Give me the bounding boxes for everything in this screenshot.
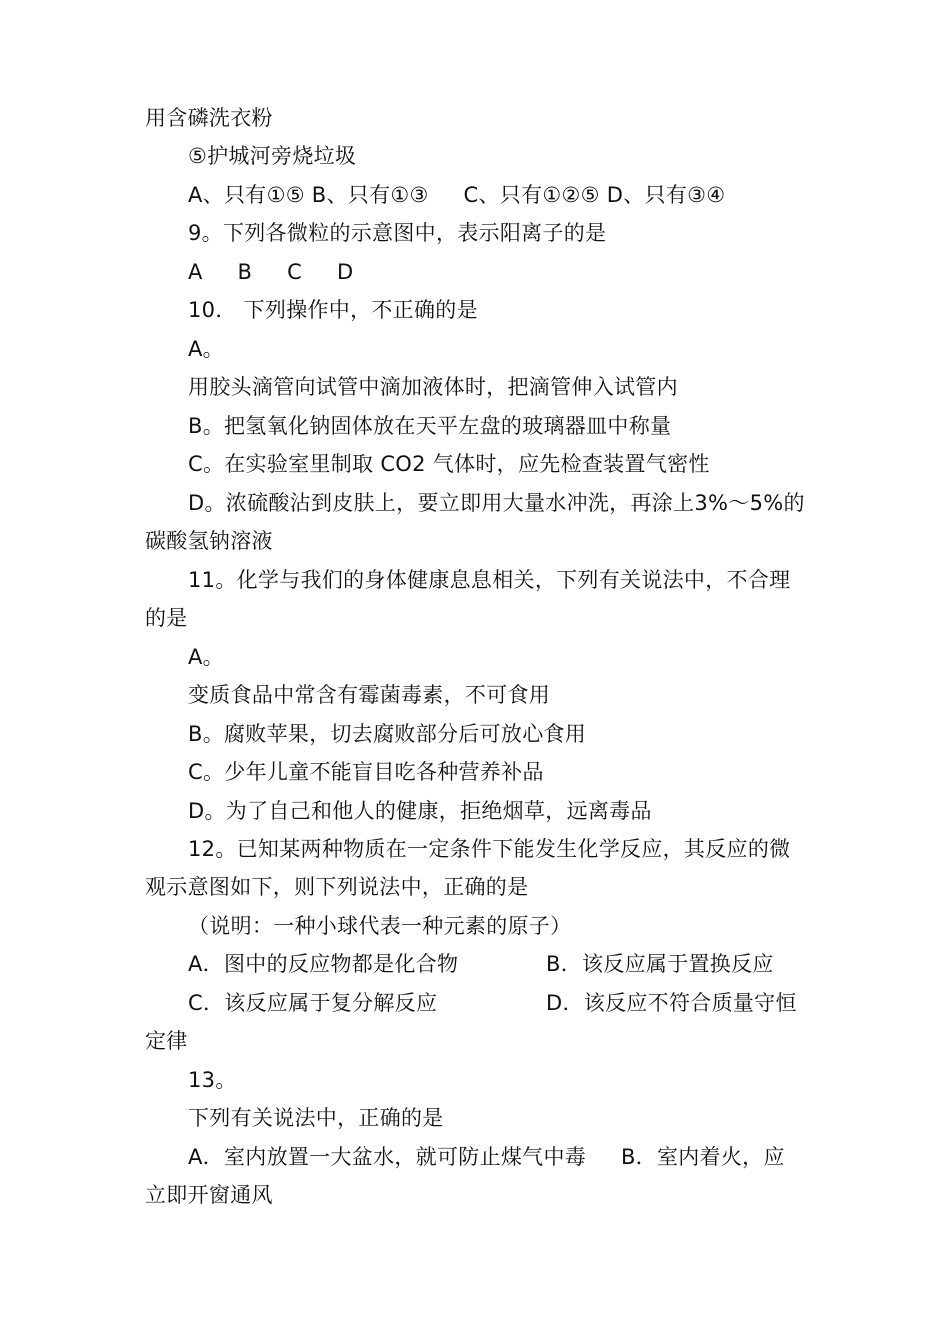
option-label: A。	[188, 337, 224, 361]
question-9-stem: 9。下列各微粒的示意图中，表示阳离子的是	[188, 221, 607, 245]
text-line: 用含磷洗衣粉	[145, 106, 273, 130]
question-12-stem: 12。已知某两种物质在一定条件下能发生化学反应，其反应的微	[188, 837, 791, 861]
question-12-stem-continued: 观示意图如下，则下列说法中，正确的是	[145, 875, 529, 899]
option-text: D。为了自己和他人的健康，拒绝烟草，远离毒品	[188, 799, 652, 823]
question-8-options: A、只有①⑤ B、只有①③ C、只有①②⑤ D、只有③④	[188, 183, 726, 207]
option-text: 变质食品中常含有霉菌毒素，不可食用	[188, 683, 551, 707]
option-text-continued: 定律	[145, 1029, 188, 1053]
question-11-stem-continued: 的是	[145, 606, 188, 630]
option-text-continued: 立即开窗通风	[145, 1183, 273, 1207]
question-13-label: 13。	[188, 1068, 237, 1092]
question-9-options: A B C D	[188, 260, 354, 284]
option-text: B。腐败苹果，切去腐败部分后可放心食用	[188, 722, 587, 746]
option-text: C。少年儿童不能盲目吃各种营养补品	[188, 760, 544, 784]
question-12-note: （说明：一种小球代表一种元素的原子）	[188, 914, 572, 938]
option-text: 用胶头滴管向试管中滴加液体时，把滴管伸入试管内	[188, 375, 678, 399]
question-13-stem: 下列有关说法中，正确的是	[188, 1106, 444, 1130]
option-text: D。浓硫酸沾到皮肤上，要立即用大量水冲洗，再涂上3%～5%的	[188, 491, 805, 515]
option-text: B。把氢氧化钠固体放在天平左盘的玻璃器皿中称量	[188, 414, 672, 438]
question-11-stem: 11。化学与我们的身体健康息息相关，下列有关说法中，不合理	[188, 568, 791, 592]
question-10-stem: 10． 下列操作中，不正确的是	[188, 298, 478, 322]
option-label: A。	[188, 645, 224, 669]
option-text: D．该反应不符合质量守恒	[546, 991, 797, 1015]
text-line: ⑤护城河旁烧垃圾	[188, 144, 357, 168]
option-text: C。在实验室里制取 CO2 气体时，应先检查装置气密性	[188, 452, 710, 476]
option-text-continued: 碳酸氢钠溶液	[145, 529, 273, 553]
option-text: A．室内放置一大盆水，就可防止煤气中毒 B．室内着火，应	[188, 1145, 785, 1169]
option-text: C．该反应属于复分解反应	[188, 991, 438, 1015]
option-text: B．该反应属于置换反应	[546, 952, 774, 976]
option-text: A．图中的反应物都是化合物	[188, 952, 459, 976]
